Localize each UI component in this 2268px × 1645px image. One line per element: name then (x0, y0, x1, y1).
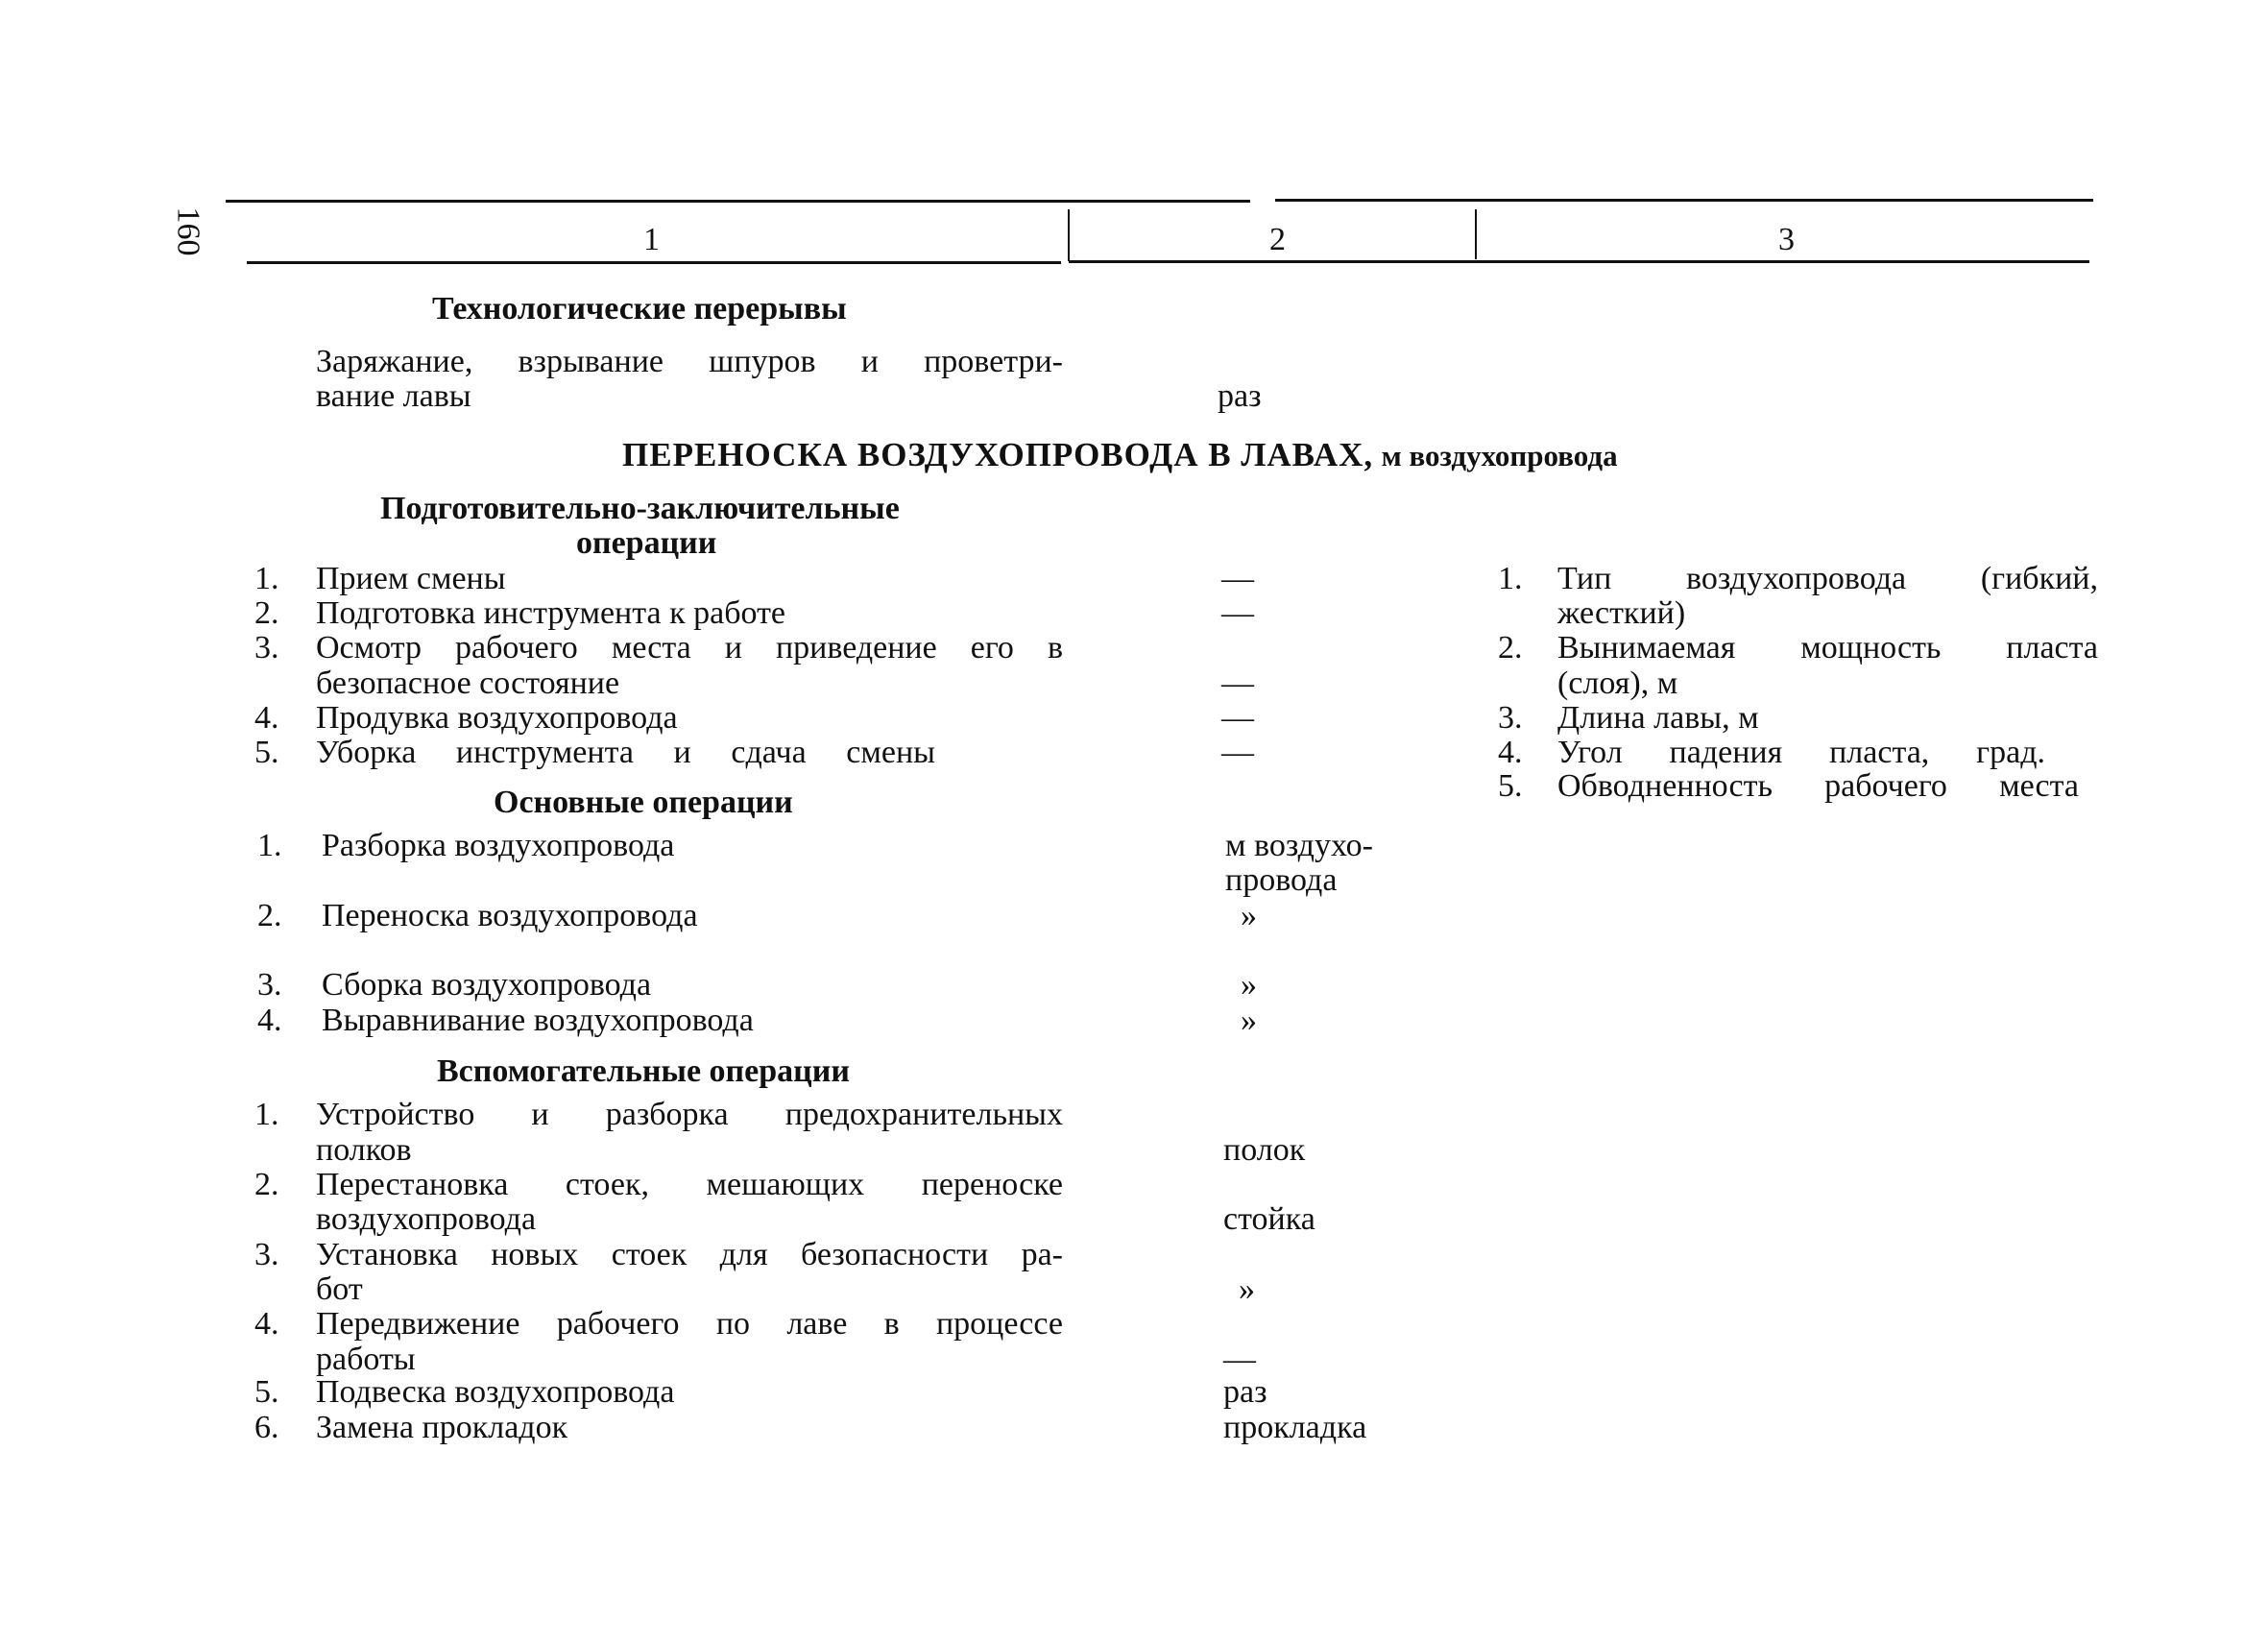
list-item: воздухопровода (316, 1201, 537, 1237)
list-unit: — (1223, 1342, 1256, 1377)
list-number: 5. (254, 1374, 279, 1410)
list-unit: » (1239, 1271, 1255, 1307)
table-top-rule (226, 200, 1250, 203)
page-number: 160 (170, 206, 206, 256)
factor-number: 3. (1498, 700, 1523, 736)
list-unit: — (1221, 700, 1254, 736)
list-item: Подготовка инструмента к работе (316, 595, 786, 631)
list-number: 4. (254, 700, 279, 736)
factor-item: (слоя), м (1557, 665, 1678, 701)
column-header-3: 3 (1778, 222, 1795, 257)
list-item: Передвижение рабочего по лаве в процессе (316, 1306, 1063, 1342)
list-unit: раз (1223, 1374, 1267, 1410)
list-unit: стойка (1223, 1201, 1315, 1237)
list-item: Подвеска воздухопровода (316, 1374, 675, 1410)
list-unit: — (1221, 561, 1254, 596)
aux-ops-heading: Вспомогательные операции (437, 1053, 850, 1089)
tech-breaks-unit: раз (1218, 378, 1262, 414)
list-unit: — (1221, 735, 1254, 770)
prep-heading: операции (576, 525, 717, 561)
list-item: безопасное состояние (316, 665, 620, 701)
factor-item: жесткий) (1557, 595, 1686, 631)
list-item: Перестановка стоек, мешающих переноске (316, 1167, 1063, 1202)
list-unit: м воздухо- (1225, 828, 1373, 863)
list-item: Осмотр рабочего места и приведение его в (316, 630, 1063, 665)
column-header-1: 1 (643, 222, 660, 257)
section-title-unit: м воздухопровода (1381, 439, 1618, 472)
tech-breaks-item-line: Заряжание, взрывание шпуров и проветри- (316, 344, 1063, 379)
list-number: 3. (254, 1237, 279, 1272)
list-number: 4. (254, 1306, 279, 1342)
list-number: 4. (257, 1003, 282, 1038)
list-item: Сборка воздухопровода (322, 967, 652, 1003)
list-number: 1. (254, 1097, 279, 1132)
list-unit: » (1241, 967, 1257, 1003)
list-number: 2. (254, 595, 279, 631)
table-top-rule (1275, 199, 2093, 202)
factor-number: 1. (1498, 561, 1523, 596)
list-number: 2. (257, 898, 282, 933)
list-item: Установка новых стоек для безопасности ра- (316, 1237, 1063, 1272)
factor-item: Длина лавы, м (1557, 700, 1759, 736)
list-unit: прокладка (1223, 1410, 1367, 1445)
section-title (622, 436, 1618, 475)
list-item: Переноска воздухопровода (322, 898, 698, 933)
list-unit: провода (1225, 862, 1338, 898)
column-divider (1475, 209, 1477, 259)
list-number: 2. (254, 1167, 279, 1202)
main-ops-heading: Основные операции (494, 785, 793, 820)
list-number: 3. (254, 630, 279, 665)
column-header-2: 2 (1269, 222, 1286, 257)
header-bottom-rule (1069, 260, 2089, 263)
list-item: Продувка воздухопровода (316, 700, 678, 736)
list-item: Замена прокладок (316, 1410, 568, 1445)
list-unit: — (1221, 595, 1254, 631)
list-unit: » (1241, 1003, 1257, 1038)
list-unit: — (1221, 665, 1254, 701)
list-unit: » (1241, 898, 1257, 933)
list-unit: полок (1223, 1132, 1306, 1168)
list-item: Разборка воздухопровода (322, 828, 675, 863)
factor-number: 2. (1498, 630, 1523, 665)
factor-item: Обводненность рабочего места (1557, 768, 2079, 804)
tech-breaks-item-line: вание лавы (316, 378, 471, 414)
list-number: 1. (257, 828, 282, 863)
factor-number: 5. (1498, 768, 1523, 804)
list-item: Уборка инструмента и сдача смены (316, 735, 935, 770)
factor-item: Тип воздухопровода (гибкий, (1557, 561, 2098, 596)
list-item: Выравнивание воздухопровода (322, 1003, 754, 1038)
list-item: бот (316, 1271, 363, 1307)
list-item: полков (316, 1132, 412, 1168)
list-number: 3. (257, 967, 282, 1003)
list-item: Устройство и разборка предохранительных (316, 1097, 1063, 1132)
prep-heading: Подготовительно-заключительные (380, 491, 900, 526)
section-title-main: ПЕРЕНОСКА ВОЗДУХОПРОВОДА В ЛАВАХ, (622, 436, 1374, 473)
tech-breaks-heading: Технологические перерывы (432, 291, 847, 327)
list-item: работы (316, 1342, 416, 1377)
list-number: 5. (254, 735, 279, 770)
list-number: 1. (254, 561, 279, 596)
factor-number: 4. (1498, 735, 1523, 770)
header-bottom-rule (247, 261, 1061, 264)
factor-item: Угол падения пласта, град. (1557, 735, 2045, 770)
list-number: 6. (254, 1410, 279, 1445)
column-divider (1068, 209, 1070, 261)
list-item: Прием смены (316, 561, 506, 596)
factor-item: Вынимаемая мощность пласта (1557, 630, 2098, 665)
